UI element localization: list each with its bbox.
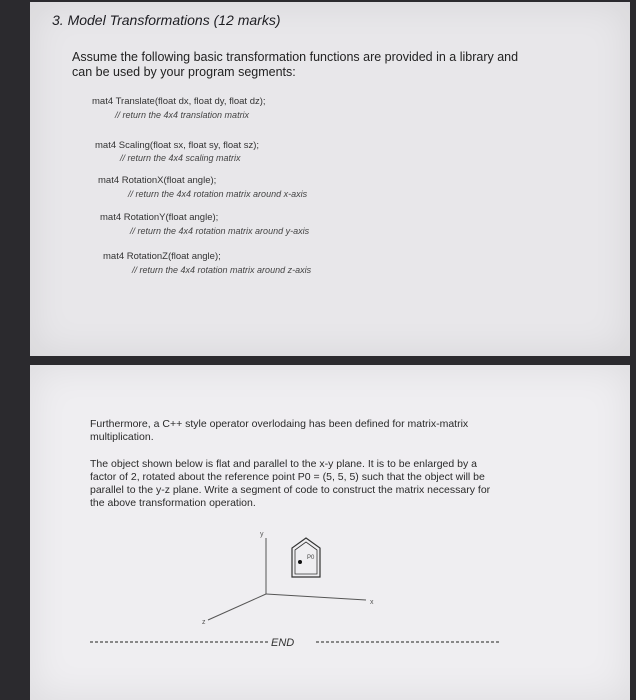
house-object [292, 538, 320, 577]
function-comment: // return the 4x4 rotation matrix around z-axis [132, 265, 312, 275]
z-axis [208, 594, 266, 620]
question-intro: Assume the following basic transformation functions are provided in a library and can be used by your program segments: [72, 50, 519, 79]
function-comment: // return the 4x4 scaling matrix [120, 153, 241, 163]
function-signature: mat4 Translate(float dx, float dy, float dz); [92, 96, 266, 107]
x-axis [266, 594, 366, 600]
p0-label: P0 [307, 555, 315, 561]
function-signature: mat4 RotationX(float angle); [98, 175, 217, 186]
x-axis-label: x [370, 599, 374, 606]
task-paragraph: The object shown below is flat and parallel to the x-y plane. It is to be enlarged by a factor of 2, rotated about the reference point P0 = (5, 5, 5) such that the object will be parallel to the y-z plane. Write a segment of code to construct the matrix necessary for the above transformation operation. [90, 458, 491, 509]
function-signature: mat4 RotationY(float angle); [100, 212, 219, 223]
end-mark: END [271, 637, 295, 649]
coordinate-diagram [190, 520, 390, 635]
overloading-paragraph: Furthermore, a C++ style operator overlodaing has been defined for matrix-matrix multiplication. [90, 418, 469, 443]
y-axis-label: y [260, 531, 264, 538]
function-signature: mat4 Scaling(float sx, float sy, float sz); [95, 140, 260, 151]
reference-point-p0 [298, 560, 302, 564]
function-comment: // return the 4x4 rotation matrix around x-axis [128, 189, 308, 199]
question-heading: 3. Model Transformations (12 marks) [52, 12, 281, 28]
function-comment: // return the 4x4 rotation matrix around y-axis [130, 226, 310, 236]
function-signature: mat4 RotationZ(float angle); [103, 251, 221, 262]
end-divider [90, 632, 500, 652]
function-comment: // return the 4x4 translation matrix [115, 110, 250, 120]
z-axis-label: z [202, 619, 206, 626]
